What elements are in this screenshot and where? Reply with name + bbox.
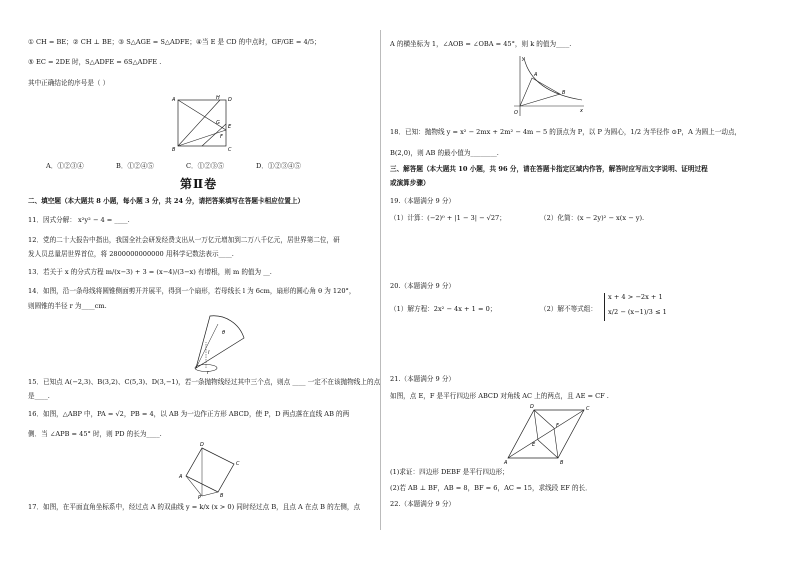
label-D: D — [530, 404, 534, 410]
question-14-line2: 则圆锥的半径 r 为____cm. — [28, 302, 107, 310]
question-19-part2: （2）化简：(x − 2y)² − x(x − y). — [540, 214, 645, 222]
question-22-header: 22.（本题满分 9 分） — [390, 500, 456, 508]
option-a: A．①②③④ — [46, 162, 84, 170]
q10-conclusions-line1: ① CH = BE；② CH ⊥ BE；③ S△AGE = S△ADFE；④当 E 是 CD 的中点时，GF/GE = 4/5； — [28, 38, 321, 46]
question-15-line1: 15．已知点 A(−2,3)、B(3,2)、C(5,3)、D(3,−1)，若一条抛物线经过其中三个点，则点 ____ 一定不在该抛物线上的点 — [28, 378, 381, 386]
part-title: 第Ⅱ卷 — [180, 177, 218, 191]
question-15-line2: 是____. — [28, 392, 50, 400]
section-3-header-line2: 或演算步骤） — [390, 179, 430, 187]
label-A: A — [179, 474, 183, 480]
question-21-header: 21.（本题满分 9 分） — [390, 375, 456, 383]
option-d: D．①②③④⑤ — [256, 162, 301, 170]
question-21-part2: (2)若 AB ⊥ BF，AB = 8，BF = 6，AC = 15，求线段 EF 的长． — [390, 484, 592, 492]
question-21-text: 如图，点 E，F 是平行四边形 ABCD 对角线 AC 上的两点，且 AE = CF . — [390, 392, 609, 400]
label-F: F — [556, 423, 559, 429]
label-B: B — [172, 147, 176, 153]
inequality-1: x + 4 > −2x + 1 — [608, 293, 663, 301]
label-y: y — [522, 56, 525, 62]
question-19-header: 19.（本题满分 9 分） — [390, 197, 456, 205]
section-2-header: 二、填空题（本大题共 8 小题，每小题 3 分，共 24 分，请把答案填写在答题卡相应位置上） — [28, 197, 305, 205]
label-D: D — [228, 97, 232, 103]
label-C: C — [228, 147, 232, 153]
label-E: E — [228, 124, 232, 130]
question-20-part1: （1）解方程：2x² − 4x + 1 = 0； — [390, 305, 497, 313]
question-16-line2: 侧．当 ∠APB = 45° 时，则 PD 的长为____. — [28, 430, 162, 438]
label-C: C — [586, 406, 590, 412]
label-B: B — [220, 493, 224, 499]
label-F: F — [220, 134, 223, 140]
hyperbola-graph — [508, 52, 588, 120]
right-column — [390, 0, 766, 562]
q10-conclusions-line2: ⑤ EC = 2DE 时，S△ADFE = 6S△ADFE . — [28, 58, 162, 66]
label-r: r — [207, 370, 210, 376]
question-13: 13．若关于 x 的分式方程 m/(x−3) + 3 = (x−4)/(3−x) 有增根，则 m 的值为 __. — [28, 268, 272, 276]
label-G: G — [216, 120, 220, 126]
label-A: A — [534, 72, 538, 78]
question-17-continued: A 的横坐标为 1，∠AOB = ∠OBA = 45°，则 k 的值为____. — [390, 40, 572, 48]
inequality-2: x/2 − (x−1)/3 ≤ 1 — [608, 308, 667, 316]
label-H: H — [216, 95, 220, 101]
question-18-line2: B(2,0)，则 AB 的最小值为________. — [390, 149, 499, 157]
label-O: O — [514, 110, 518, 116]
column-divider — [380, 30, 381, 530]
label-x: x — [580, 108, 583, 114]
label-theta: θ — [222, 330, 226, 336]
question-14-line1: 14．如图，沿一条母线将圆锥侧面剪开并展平，得到一个扇形，若母线长 l 为 6cm，扇形的圆心角 θ 为 120°， — [28, 287, 356, 295]
square-figure — [168, 94, 238, 152]
label-D: D — [200, 442, 204, 448]
question-11: 11．因式分解： x²y² − 4 = ____. — [28, 216, 130, 224]
label-C: C — [236, 461, 240, 467]
label-P: P — [198, 495, 202, 501]
label-A: A — [504, 460, 508, 466]
label-B: B — [560, 460, 564, 466]
cone-figure — [178, 308, 258, 376]
label-E: E — [532, 442, 536, 448]
question-20-header: 20.（本题满分 9 分） — [390, 282, 456, 290]
question-21-part1: (1)求证：四边形 DEBF 是平行四边形； — [390, 468, 509, 476]
inequality-system — [604, 293, 667, 321]
label-l: l — [208, 350, 210, 356]
question-16-line1: 16．如图，△ABP 中，PA = √2，PB = 4，以 AB 为一边作正方形 ABCD，使 P，D 两点落在直线 AB 的两 — [28, 410, 350, 418]
q16-figure — [168, 440, 248, 500]
question-12-line1: 12．党的二十大报告中指出，我国全社会研发经费支出从一万亿元增加到二万八千亿元，居世界第二位，研 — [28, 236, 340, 244]
label-A: A — [172, 97, 176, 103]
left-column — [28, 0, 381, 562]
question-19-part1: （1）计算：(−2)⁰ + |1 − 3| − √27； — [390, 214, 506, 222]
q10-prompt: 其中正确结论的序号是（ ） — [28, 79, 110, 87]
question-18-line1: 18．已知：抛物线 y = x² − 2mx + 2m² − 4m − 5 的顶点为 P，以 P 为圆心，1/2 为半径作 ⊙P，A 为圆上一动点， — [390, 128, 742, 136]
question-17: 17．如图，在平面直角坐标系中，经过点 A 的双曲线 y = k/x (x > 0) 同时经过点 B，且点 A 在点 B 的左侧，点 — [28, 503, 361, 511]
option-b: B．①②④⑤ — [116, 162, 154, 170]
option-c: C．①②③⑤ — [186, 162, 225, 170]
question-12-line2: 发人员总量居世界首位，将 2800000000000 用科学记数法表示____. — [28, 250, 234, 258]
parallelogram-figure — [506, 400, 596, 466]
section-3-header-line1: 三、解答题（本大题共 10 小题，共 96 分，请在答题卡指定区域内作答，解答时应写出文字说明、证明过程 — [390, 165, 708, 173]
question-20-part2: （2）解不等式组： — [540, 305, 597, 313]
label-B: B — [562, 90, 566, 96]
